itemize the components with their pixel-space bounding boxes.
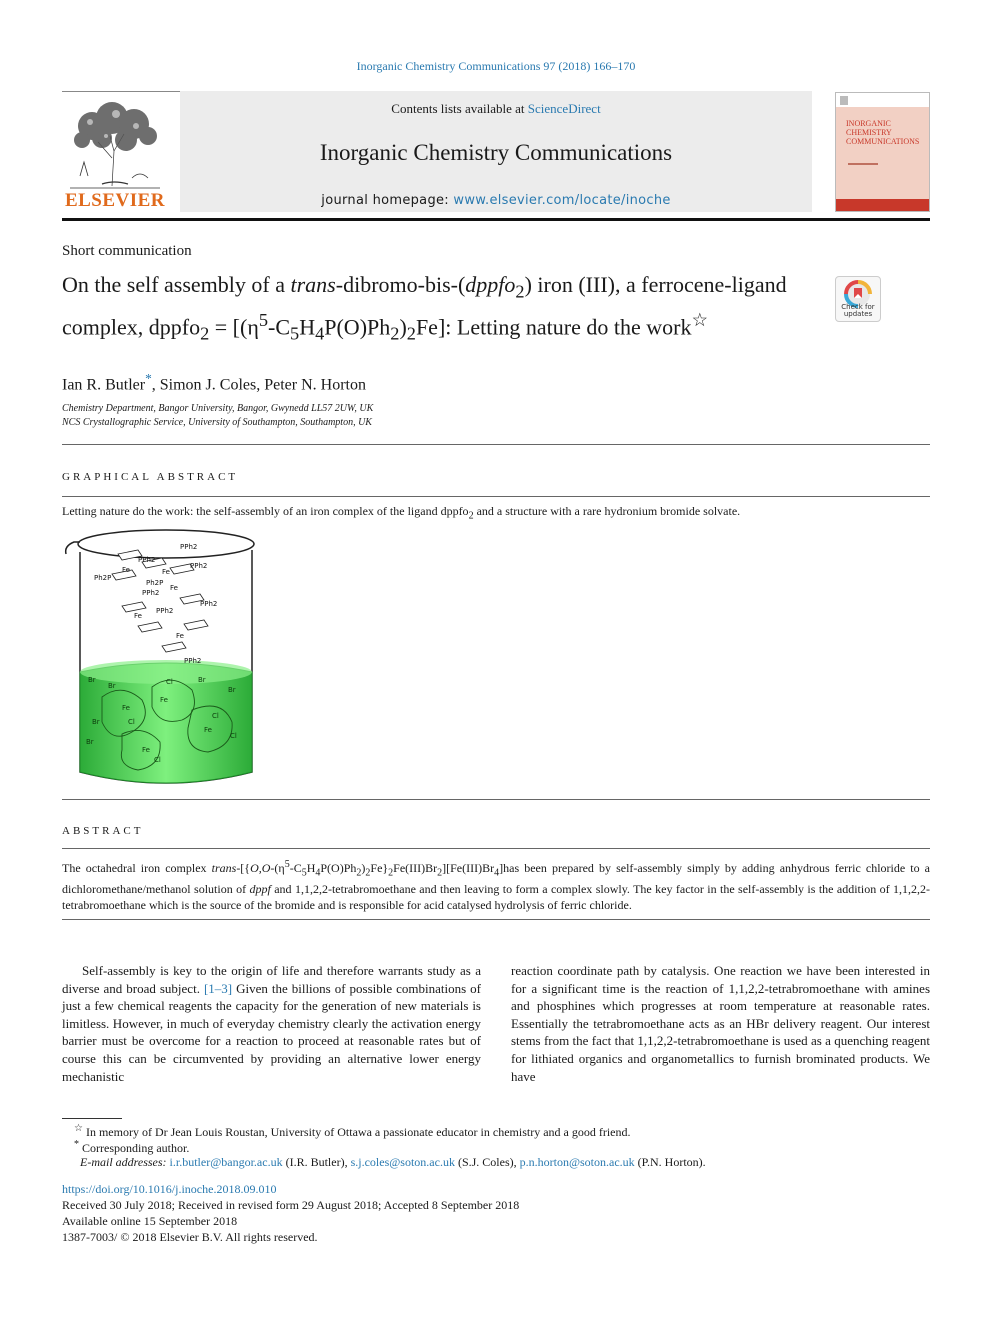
abstract-part-italic: O,O [250, 861, 271, 875]
title-subscript: 4 [315, 324, 325, 345]
divider [62, 919, 930, 920]
figure-label: Fe [122, 566, 130, 574]
figure-label: Fe [142, 746, 150, 754]
author-butler[interactable]: Ian R. Butler [62, 376, 146, 394]
figure-label: Cl [128, 718, 135, 726]
email-owner: (S.J. Coles), [454, 1155, 520, 1169]
title-subscript: 2 [390, 324, 400, 345]
title-part: -dibromo-bis-( [335, 272, 466, 297]
figure-label: PPh2 [142, 589, 160, 597]
figure-label: PPh2 [200, 600, 218, 608]
title-star-mark[interactable]: ☆ [691, 310, 708, 331]
email-owner: (I.R. Butler), [282, 1155, 351, 1169]
title-part-italic: trans [290, 272, 336, 297]
author-list [62, 371, 366, 394]
abstract-part-italic: trans [211, 861, 237, 875]
graphical-abstract-caption [62, 504, 930, 521]
footnote-emails [80, 1155, 706, 1170]
abstract-part: -C [289, 861, 302, 875]
figure-label: Cl [154, 756, 161, 764]
title-part: Fe]: Letting nature do the work [415, 314, 692, 340]
doi-link[interactable] [62, 1182, 276, 1197]
abstract-part: Fe(III)Br [393, 861, 438, 875]
journal-title: Inorganic Chemistry Communications [319, 140, 673, 165]
contents-prefix: Contents lists available at [391, 101, 528, 116]
abstract-subscript: 2 [388, 867, 394, 879]
caption-subscript: 2 [468, 510, 474, 522]
figure-label: Br [86, 738, 94, 746]
check-for-updates-badge[interactable] [835, 276, 881, 322]
abstract-subscript: 2 [365, 867, 371, 879]
reference-link[interactable]: [1–3] [203, 980, 233, 996]
email-horton[interactable]: p.n.horton@soton.ac.uk [519, 1155, 635, 1169]
figure-label: Br [228, 686, 236, 694]
article-title [62, 270, 822, 349]
email-owner: (P.N. Horton). [634, 1155, 706, 1169]
figure-label: Br [198, 676, 206, 684]
email-label: E-mail addresses: [80, 1155, 170, 1169]
email-coles[interactable]: s.j.coles@soton.ac.uk [350, 1155, 455, 1169]
title-part: -C [268, 314, 291, 340]
figure-label: Br [88, 676, 96, 684]
abstract-part: ]has been prepared by self-assembly simply by adding anhydrous ferric chloride to a dichloromethane/methanol solution of [62, 861, 931, 897]
abstract-part: H [306, 861, 316, 875]
caption-part: Letting nature do the work: the self-assembly of an iron complex of the ligand dppfo [62, 504, 469, 518]
abstract-part: Fe} [370, 861, 389, 875]
title-part: = [(η [209, 314, 259, 340]
homepage-link[interactable]: www.elsevier.com/locate/inoche [453, 193, 671, 208]
figure-label: Cl [166, 678, 173, 686]
cover-title: INORGANIC CHEMISTRY COMMUNICATIONS [846, 119, 920, 146]
sciencedirect-link[interactable]: ScienceDirect [527, 101, 601, 116]
abstract-subscript: 5 [301, 867, 307, 879]
figure-label: Cl [230, 732, 237, 740]
elsevier-logo [62, 96, 168, 212]
footnote-text: Corresponding author. [79, 1141, 190, 1155]
divider [62, 496, 930, 497]
figure-label: Fe [170, 584, 178, 592]
abstract-part-italic: dppf [249, 882, 271, 897]
figure-label: Br [108, 682, 116, 690]
figure-label: PPh2 [180, 543, 198, 551]
title-part: ) [399, 314, 407, 340]
divider [62, 799, 930, 800]
abstract-part: ) [361, 861, 366, 875]
email-butler[interactable]: i.r.butler@bangor.ac.uk [169, 1155, 283, 1169]
body-text: Self-assembly is key to the origin of life and therefore warrants study as a diverse and broad subject. [62, 963, 481, 996]
title-part: On the self assembly of a [62, 272, 291, 297]
abstract-part: and 1,1,2,2-tetrabromoethane and then leaving to form a complex slowly. The key factor in the self-assembly is the addition of 1,1,2,2-tetrabromoethane which is the source of the bromide and is responsible for acid catalysed hydrolysis of ferric chloride. [62, 882, 930, 913]
figure-label: Br [92, 718, 100, 726]
footnote-rule [62, 1118, 122, 1119]
body-column-left [62, 962, 481, 1085]
abstract-subscript: 2 [437, 867, 443, 879]
title-part: H [299, 314, 316, 340]
title-part: ) iron (III), a ferrocene-ligand complex, dppfo [62, 272, 787, 340]
abstract-part: -[{ [236, 861, 251, 875]
figure-label: PPh2 [190, 562, 208, 570]
check-updates-label: Check for updates [841, 303, 875, 318]
figure-label: Fe [204, 726, 212, 734]
title-part-italic: dppfo [465, 272, 516, 297]
figure-label: PPh2 [184, 657, 202, 665]
graphical-abstract-heading: GRAPHICAL ABSTRACT [62, 471, 239, 483]
abstract-part: P(O)Ph [320, 861, 357, 875]
figure-label: Fe [176, 632, 184, 640]
doi-url[interactable]: https://doi.org/10.1016/j.inoche.2018.09.010 [62, 1182, 277, 1196]
abstract-part: ][Fe(III)Br [442, 861, 495, 875]
elsevier-wordmark: ELSEVIER [64, 190, 166, 211]
title-subscript: 2 [200, 324, 210, 345]
figure-label: Ph2P [94, 574, 112, 582]
abstract-text [62, 857, 930, 913]
figure-label: Ph2P [146, 579, 164, 587]
author-others: , Simon J. Coles, Peter N. Horton [151, 376, 366, 394]
abstract-heading: ABSTRACT [62, 825, 144, 837]
figure-label: Cl [212, 712, 219, 720]
title-subscript: 2 [515, 281, 525, 302]
caption-part: and a structure with a rare hydronium bromide solvate. [473, 504, 741, 518]
graphical-abstract-figure [62, 522, 262, 790]
figure-label: PPh2 [156, 607, 174, 615]
divider [62, 444, 930, 445]
abstract-part: -(η [270, 861, 285, 875]
footnote-mark: * [74, 1139, 79, 1150]
article-type: Short communication [62, 243, 192, 259]
beaker-illustration [62, 522, 262, 790]
abstract-part: The octahedral iron complex [62, 861, 212, 875]
homepage-prefix: journal homepage: [321, 193, 454, 208]
available-online: Available online 15 September 2018 [62, 1214, 238, 1228]
journal-cover-thumbnail[interactable] [835, 92, 930, 212]
title-part: P(O)Ph [324, 314, 391, 340]
abstract-subscript: 4 [315, 867, 321, 879]
copyright: 1387-7003/ © 2018 Elsevier B.V. All rights reserved. [62, 1230, 318, 1244]
affiliation-southampton: NCS Crystallographic Service, University of Southampton, Southampton, UK [62, 417, 372, 428]
figure-label: Fe [122, 704, 130, 712]
received-dates: Received 30 July 2018; Received in revised form 29 August 2018; Accepted 8 September 2018 [62, 1198, 520, 1212]
abstract-subscript: 4 [494, 867, 500, 879]
journal-homepage [180, 193, 812, 208]
cover-art-icon [836, 93, 929, 211]
figure-label: Fe [160, 696, 168, 704]
abstract-superscript: 5 [284, 859, 290, 870]
divider [62, 848, 930, 849]
footnote-corresponding [74, 1139, 189, 1156]
title-superscript: 5 [258, 310, 269, 331]
footnote-text: In memory of Dr Jean Louis Roustan, University of Ottawa a passionate educator in chemistry and a good friend. [82, 1125, 631, 1139]
journal-reference[interactable]: Inorganic Chemistry Communications 97 (2018) 166–170 [356, 59, 636, 73]
figure-label: Fe [162, 568, 170, 576]
footnote-mark: ☆ [74, 1123, 83, 1134]
footnote-memory [74, 1123, 631, 1140]
figure-label: PPh2 [138, 556, 156, 564]
contents-line [180, 101, 812, 117]
body-text: Given the billions of possible combinations of just a few chemical reagents the capacity for the generation of new materials is limitless. However, in much of everyday chemistry clearly the activation energy barrier must be overcome for a reaction to proceed at reasonable rates but of course this can be circumvented by providing an alternative lower energy mechanistic [62, 980, 481, 1084]
figure-label: Fe [134, 612, 142, 620]
header-bottom-rule [62, 218, 930, 221]
affiliation-bangor: Chemistry Department, Bangor University, Bangor, Gwynedd LL57 2UW, UK [62, 403, 374, 414]
abstract-subscript: 2 [356, 867, 362, 879]
title-subscript: 5 [290, 324, 300, 345]
elsevier-tree-icon [62, 96, 168, 192]
title-subscript: 2 [406, 324, 416, 345]
body-column-right: reaction coordinate path by catalysis. One reaction we have been interested in for a significant time is the reaction of 1,1,2,2-tetrabromoethane with amines and phosphines which progresses at room temperature at reasonable rates. Essentially the tetrabromoethane acts as an HBr delivery reagent. Our interest stems from the fact that 1,1,2,2-tetrabromoethane is used as a quenching reagent for lithiated organics and organometallics to furnish brominated products. We have [511, 963, 930, 1084]
corresponding-mark[interactable]: * [145, 371, 152, 386]
